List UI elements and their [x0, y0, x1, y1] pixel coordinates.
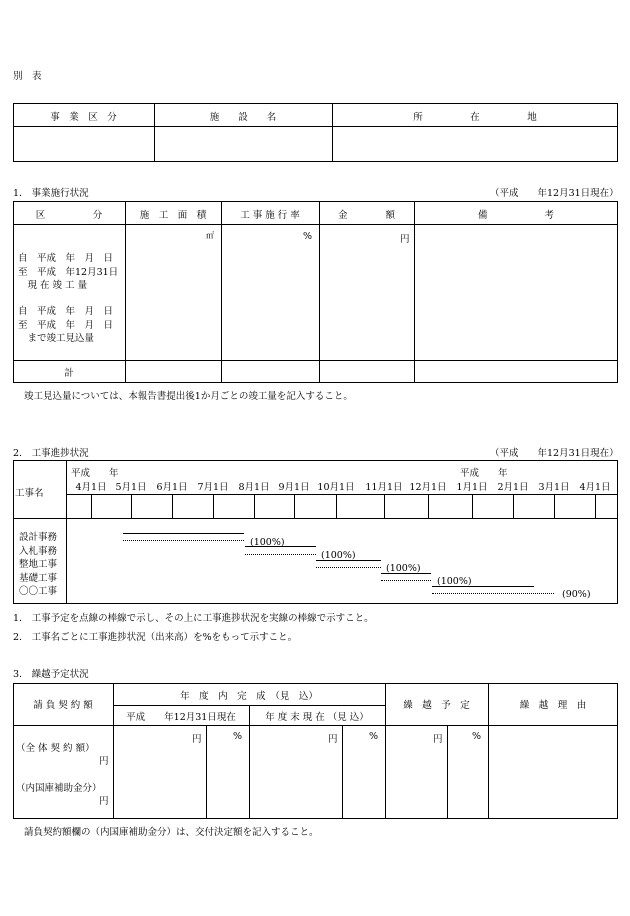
header-remarks: 備 考 [477, 210, 554, 221]
header-carryover-plan: 繰 越 予 定 [403, 700, 470, 711]
work-bidding: 入札事務 [19, 545, 58, 557]
month-label: 6月1日 [156, 482, 188, 493]
work-other: 〇〇工事 [19, 586, 58, 597]
month-tick [384, 494, 385, 518]
month-label: 8月1日 [238, 482, 270, 493]
unit-yen-3: 円 [433, 734, 443, 745]
unit-sqm: ㎡ [206, 231, 214, 240]
unit-yen-1: 円 [192, 734, 202, 745]
month-label: 5月1日 [115, 482, 147, 493]
col-work-name: 工事名 [15, 488, 44, 499]
work-foundation: 基礎工事 [19, 572, 58, 584]
row-total: 計 [64, 368, 74, 379]
section2-note-2: 2. 工事名ごとに工事進捗状況（出来高）を%をもって示すこと。 [13, 632, 298, 643]
header-facility-name: 施 設 名 [209, 112, 277, 123]
month-tick [254, 494, 255, 518]
month-label: 3月1日 [538, 482, 570, 493]
unit-pct-3: % [472, 731, 482, 742]
percent-grading: (100%) [386, 563, 421, 574]
month-label: 2月1日 [497, 482, 529, 493]
row-expected-completion: 自 平成 年 月 日 至 平成 年 月 日 まで竣工見込量 [18, 306, 114, 344]
planned-bar-design [123, 540, 244, 541]
header-category: 区 分 [35, 210, 103, 221]
section1-heading: 1. 事業施行状況 [13, 188, 89, 199]
month-label: 12月1日 [409, 482, 447, 493]
month-label: 4月1日 [579, 482, 611, 493]
month-tick [595, 494, 596, 518]
month-label: 7月1日 [197, 482, 229, 493]
section2-date: （平成 年12月31日現在） [490, 448, 619, 459]
header-location: 所 在 地 [413, 112, 537, 123]
actual-bar-design [123, 533, 244, 534]
page-title: 別 表 [13, 71, 42, 82]
row-total-contract: （全 体 契 約 額） [16, 743, 95, 754]
year-label-2: 平成 年 [460, 468, 508, 479]
header-business-category: 事 業 区 分 [50, 112, 117, 123]
month-label: 1月1日 [456, 482, 488, 493]
actual-bar-bidding [245, 546, 316, 547]
section3-note: 請負契約額欄の（内国庫補助金分）は、交付決定額を記入すること。 [24, 827, 319, 838]
header-amount: 金 額 [337, 210, 395, 221]
month-label: 4月1日 [75, 482, 107, 493]
actual-bar-grading [316, 560, 381, 561]
row-total-contract-yen: 円 [99, 756, 109, 767]
unit-pct-1: % [233, 731, 243, 742]
section2-note-1: 1. 工事予定を点線の棒線で示し、その上に工事進捗状況を実線の棒線で示すこと。 [13, 613, 374, 624]
percent-foundation: (100%) [437, 576, 472, 587]
section3-heading: 3. 繰越予定状況 [13, 669, 89, 680]
unit-yen-2: 円 [328, 734, 338, 745]
header-area: 施 工 面 積 [139, 210, 207, 221]
section2-heading: 2. 工事進捗状況 [13, 448, 89, 459]
unit-pct-2: % [369, 731, 379, 742]
header-contract-amount: 請 負 契 約 額 [33, 700, 93, 711]
planned-bar-bidding [245, 554, 316, 555]
month-tick [213, 494, 214, 518]
month-tick [472, 494, 473, 518]
row-subsidy: （内国庫補助金分） [16, 783, 102, 794]
month-label: 9月1日 [278, 482, 310, 493]
header-rate: 工 事 施 行 率 [240, 210, 300, 221]
percent-bidding: (100%) [321, 550, 356, 561]
month-tick [554, 494, 555, 518]
unit-yen: 円 [400, 234, 410, 245]
header-year-end: 年 度 末 現 在 （見 込） [265, 712, 369, 723]
month-tick [513, 494, 514, 518]
actual-bar-foundation [381, 573, 431, 574]
row-subsidy-yen: 円 [99, 796, 109, 807]
unit-percent: % [303, 231, 313, 242]
planned-bar-other [432, 593, 554, 594]
month-tick [336, 494, 337, 518]
header-as-of-dec31: 平成 年12月31日現在 [126, 712, 236, 723]
year-label-1: 平成 年 [71, 468, 119, 479]
month-tick [91, 494, 92, 518]
month-tick [428, 494, 429, 518]
month-label: 11月1日 [365, 482, 403, 493]
planned-bar-foundation [381, 580, 431, 581]
percent-other: (90%) [562, 589, 591, 600]
month-tick [131, 494, 132, 518]
month-label: 10月1日 [317, 482, 355, 493]
section1-date: （平成 年12月31日現在） [490, 188, 619, 199]
work-grading: 整地工事 [19, 559, 58, 570]
work-design: 設計事務 [19, 532, 58, 543]
header-in-year-completion: 年 度 内 完 成 （見 込） [180, 691, 318, 702]
header-carryover-reason: 繰 越 理 由 [519, 700, 587, 711]
percent-design: (100%) [250, 537, 285, 548]
actual-bar-other [432, 586, 534, 587]
month-tick [294, 494, 295, 518]
row-current-completion: 自 平成 年 月 日 至 平成 年12月31日 現 在 竣 工 量 [18, 253, 119, 291]
month-tick [172, 494, 173, 518]
planned-bar-grading [316, 567, 381, 568]
section1-note: 竣工見込量については、本報告書提出後1か月ごとの竣工量を記入すること。 [24, 391, 353, 402]
